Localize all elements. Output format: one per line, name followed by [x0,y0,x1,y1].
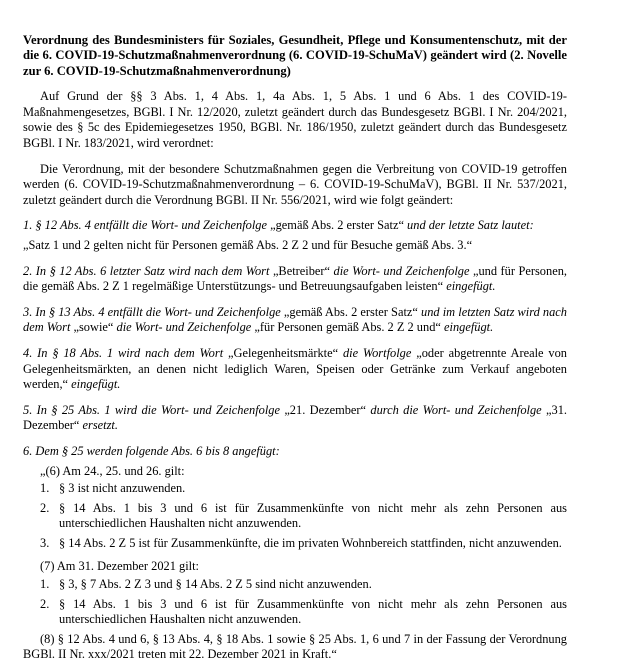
amendment-item-4 [23,346,567,393]
item-4-quote-b: „oder abgetrennte Areale von Gelegenheitsmärkten, an denen nicht lediglich Waren, Speisen oder Getränke zum Verkauf angeboten werden,“ [23,345,567,392]
item-1-text-a: 1. § 12 Abs. 4 entfällt die Wort- und Zeichenfolge [23,218,271,233]
abs-6-list-item [40,536,567,552]
abs-7-list-item [40,577,567,593]
item-5-quote-b: „31. Dezember“ [23,402,567,433]
item-3-quote-b: „sowie“ [73,320,114,335]
list-number: 1. [40,577,50,592]
item-4-text-c: eingefügt. [68,377,121,392]
list-text: § 3 ist nicht anzuwenden. [59,481,186,496]
item-4-text-a: 4. In § 18 Abs. 1 wird nach dem Wort [23,345,228,360]
item-1-text-b: und der letzte Satz lautet: [403,218,534,233]
preamble-paragraph: Auf Grund der §§ 3 Abs. 1, 4 Abs. 1, 4a Abs. 1, 5 Abs. 1 und 6 Abs. 1 des COVID-19-Maßnahmengesetzes, BGBl. I Nr. 12/2020, zuletzt geändert durch das Bundesgesetz BGBl. I Nr. 204/2021, sowie des § 5c des Epidemiegesetzes 1950, BGBl. Nr. 186/1950, zuletzt geändert durch das Bundesgesetz BGBl. I Nr. 183/2021, wird verordnet: [23,89,567,150]
item-1-new-text: „Satz 1 und 2 gelten nicht für Personen gemäß Abs. 2 Z 2 und für Besuche gemäß Abs. 3.“ [23,237,473,252]
list-number: 1. [40,481,50,496]
item-3-text-b: und im letzten Satz wird nach dem Wort [23,304,568,335]
intro-paragraph: Die Verordnung, mit der besondere Schutzmaßnahmen gegen die Verbreitung von COVID-19 getroffen werden (6. COVID-19-Schutzmaßnahmenverordnung – 6. COVID-19-SchuMaV), BGBl. II Nr. 537/2021, zuletzt geändert durch die Verordnung BGBl. II Nr. 556/2021, wird wie folgt geändert: [23,161,567,207]
item-5-quote-a: „21. Dezember“ [284,402,367,417]
abs-7-heading: (7) Am 31. Dezember 2021 gilt: [40,559,199,574]
amendment-item-3 [23,305,567,336]
item-3-text-a: 3. In § 13 Abs. 4 entfällt die Wort- und Zeichenfolge [23,304,284,319]
amendment-item-5 [23,403,567,434]
list-text: § 3, § 7 Abs. 2 Z 3 und § 14 Abs. 2 Z 5 sind nicht anzuwenden. [59,577,372,592]
item-5-text-c: ersetzt. [79,418,118,433]
item-4-quote-a: „Gelegenheitsmärkte“ [228,345,339,360]
item-2-text-b: die Wort- und Zeichenfolge [330,263,473,278]
abs-7-list-item [40,597,567,628]
abs-8-paragraph: (8) § 12 Abs. 4 und 6, § 13 Abs. 4, § 18 Abs. 1 sowie § 25 Abs. 1, 6 und 7 in der Fassung der Verordnung BGBl. II Nr. xxx/2021 treten mit 22. Dezember 2021 in Kraft.“ [23,631,567,662]
abs-6-heading: „(6) Am 24., 25. und 26. gilt: [40,463,185,478]
amendment-item-6 [23,444,567,663]
amendment-item-2 [23,264,567,295]
list-number: 2. [40,500,50,515]
document-title: Verordnung des Bundesministers für Soziales, Gesundheit, Pflege und Konsumentenschutz, mit der die 6. COVID-19-Schutzmaßnahmenverordnung (6. COVID-19-SchuMaV) geändert wird (2. Novelle zur 6. COVID-19-Schutzmaßnahmenverordnung) [23,33,567,78]
document-page [23,33,567,663]
item-5-text-b: durch die Wort- und Zeichenfolge [366,402,546,417]
list-text: § 14 Abs. 1 bis 3 und 6 ist für Zusammenkünfte von nicht mehr als zehn Personen aus unterschiedlichen Haushalten nicht anzuwenden. [59,596,567,627]
list-number: 3. [40,535,50,550]
item-2-quote-b: „und für Personen, die gemäß Abs. 2 Z 1 regelmäßige Unterstützungs- und Betreuungsaufgaben leisten“ [23,263,567,294]
amendment-item-1 [23,218,567,253]
item-1-instruction [23,218,567,234]
item-5-text-a: 5. In § 25 Abs. 1 wird die Wort- und Zeichenfolge [23,402,285,417]
item-1-quote-a: „gemäß Abs. 2 erster Satz“ [270,218,404,233]
new-paragraphs [40,464,567,628]
abs-6-list-item [40,481,567,497]
item-2-text-c: eingefügt. [443,279,496,294]
item-6-instruction: 6. Dem § 25 werden folgende Abs. 6 bis 8 angefügt: [23,443,280,458]
list-text: § 14 Abs. 2 Z 5 ist für Zusammenkünfte, die im privaten Wohnbereich stattfinden, nicht anzuwenden. [59,535,562,550]
item-2-text-a: 2. In § 12 Abs. 6 letzter Satz wird nach dem Wort [23,263,273,278]
item-3-text-d: eingefügt. [440,320,494,335]
item-4-text-b: die Wortfolge [338,345,417,360]
item-3-quote-a: „gemäß Abs. 2 erster Satz“ [283,304,418,319]
list-number: 2. [40,596,50,611]
item-2-quote-a: „Betreiber“ [272,263,331,278]
item-3-quote-c: „für Personen gemäß Abs. 2 Z 2 und“ [254,320,441,335]
item-3-text-c: die Wort- und Zeichenfolge [113,320,255,335]
list-text: § 14 Abs. 1 bis 3 und 6 ist für Zusammenkünfte von nicht mehr als zehn Personen aus unterschiedlichen Haushalten nicht anzuwenden. [59,500,567,531]
abs-6-list-item [40,501,567,532]
